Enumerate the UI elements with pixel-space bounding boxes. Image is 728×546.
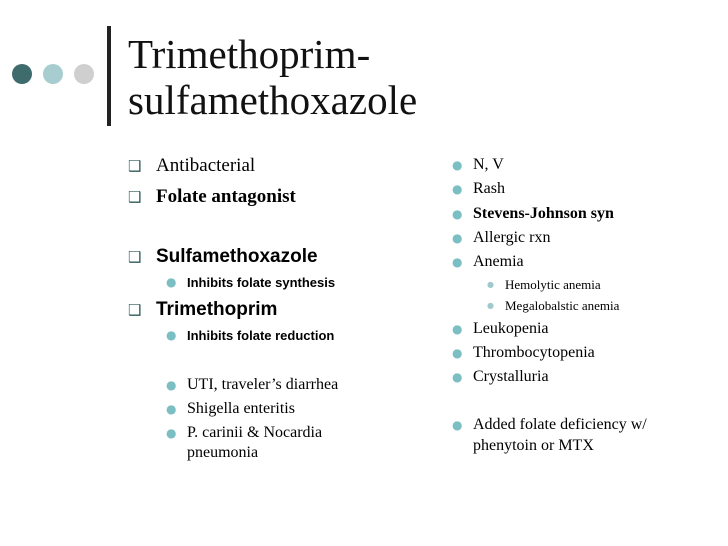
circle-bullet-icon: ● bbox=[166, 402, 177, 416]
circle-bullet-icon: ● bbox=[452, 346, 463, 360]
circle-bullet-icon: ● bbox=[452, 231, 463, 245]
circle-bullet-icon: ● bbox=[452, 418, 463, 432]
square-bullet-icon: ❑ bbox=[128, 248, 142, 266]
dot-light bbox=[74, 64, 94, 84]
circle-bullet-icon: ● bbox=[166, 328, 177, 342]
title-divider bbox=[107, 26, 111, 126]
circle-bullet-icon: ● bbox=[166, 275, 177, 289]
circle-bullet-icon: ● bbox=[166, 426, 177, 440]
dot-dark bbox=[12, 64, 32, 84]
circle-bullet-icon: ● bbox=[452, 370, 463, 384]
decorative-dots bbox=[12, 64, 102, 84]
circle-bullet-icon: ● bbox=[452, 182, 463, 196]
square-bullet-icon: ❑ bbox=[128, 157, 142, 175]
square-bullet-icon: ❑ bbox=[128, 301, 142, 319]
circle-bullet-icon: ● bbox=[166, 378, 177, 392]
circle-bullet-icon: ● bbox=[452, 255, 463, 269]
circle-bullet-icon: ● bbox=[452, 322, 463, 336]
circle-bullet-icon: ● bbox=[487, 280, 494, 289]
slide-title bbox=[128, 31, 648, 123]
circle-bullet-icon: ● bbox=[487, 301, 494, 310]
dot-mid bbox=[43, 64, 63, 84]
square-bullet-icon: ❑ bbox=[128, 188, 142, 206]
circle-bullet-icon: ● bbox=[452, 158, 463, 172]
title-line-1: Trimethoprim- bbox=[128, 31, 371, 77]
title-line-2: sulfamethoxazole bbox=[128, 77, 418, 123]
circle-bullet-icon: ● bbox=[452, 207, 463, 221]
